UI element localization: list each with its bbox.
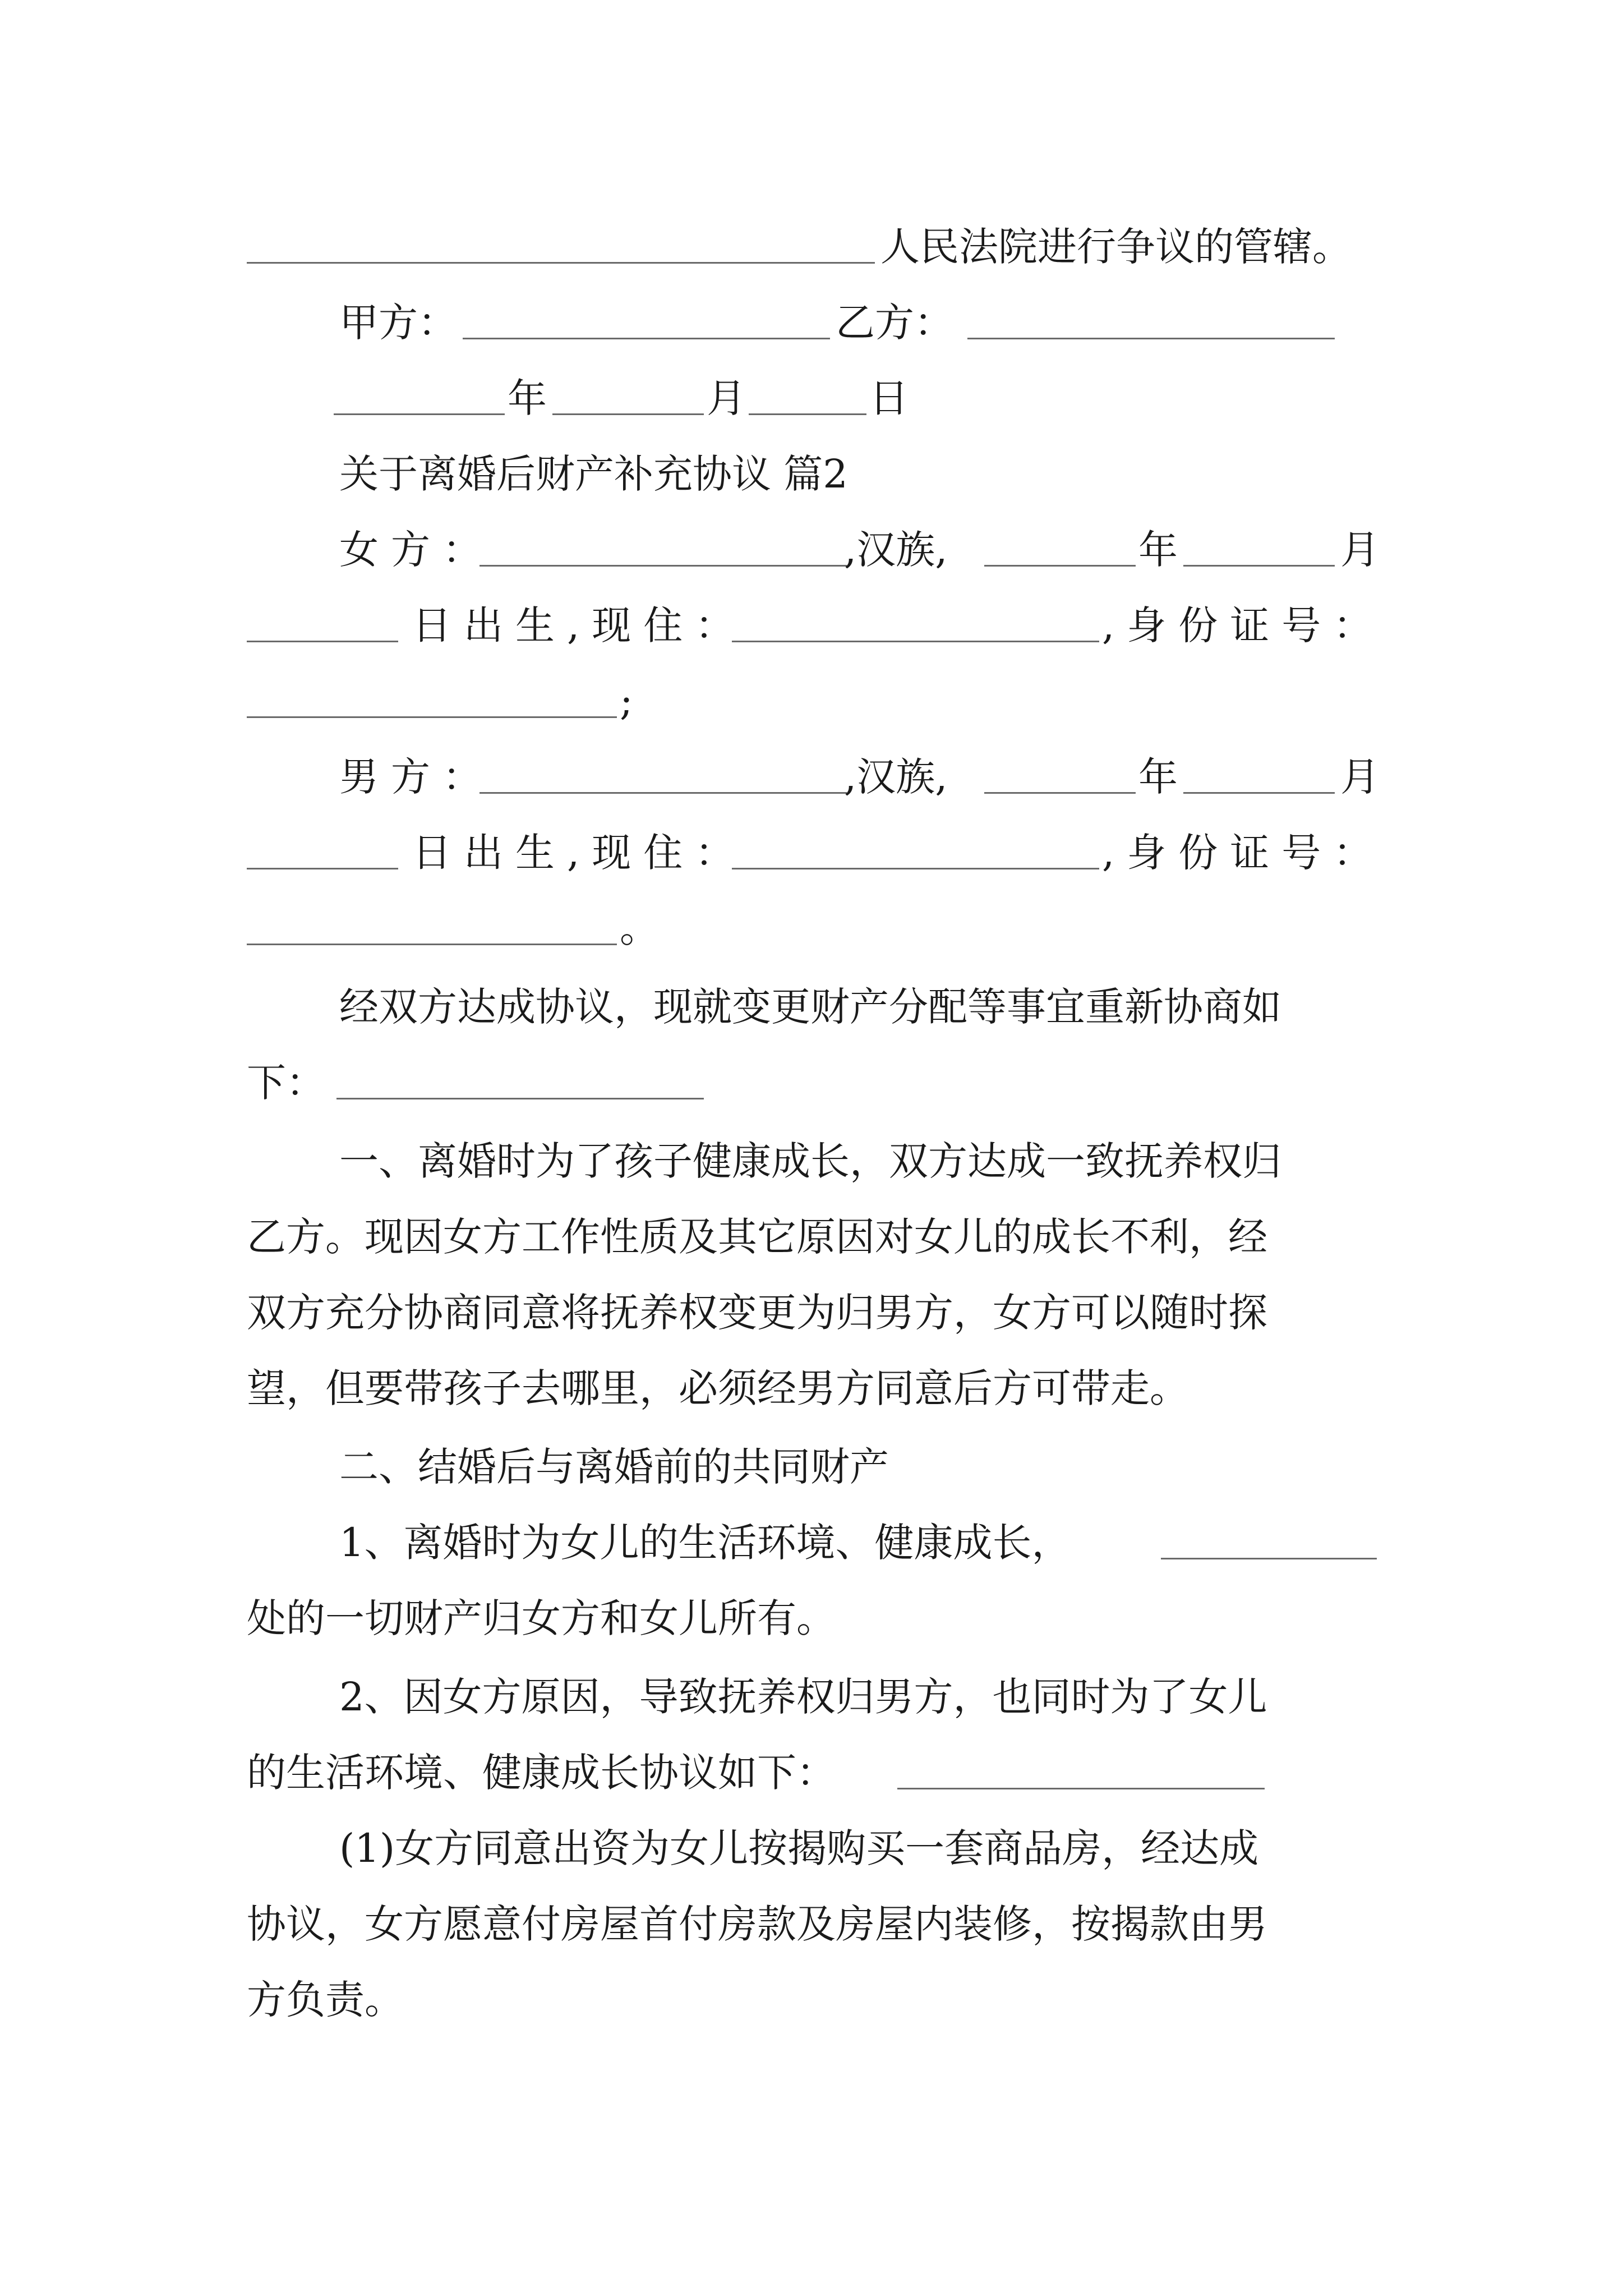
clause2-title: 二、结婚后与离婚前的共同财产 — [339, 1444, 889, 1490]
clause2-sub1-text-2: 协议，女方愿意付房屋首付房款及房屋内装修，按揭款由男 — [247, 1901, 1267, 1947]
female-label: 女方： — [339, 527, 494, 573]
date-year-blank — [334, 413, 505, 415]
female-year: 年 — [1138, 527, 1178, 573]
court-line — [0, 222, 1623, 272]
female-address-blank — [732, 641, 1099, 642]
clause2-sub1-line-3 — [0, 1975, 1623, 2025]
party-a-label: 甲方： — [339, 300, 457, 346]
clause2-item2-blank — [897, 1788, 1265, 1789]
female-id-label: ,身份证号： — [1102, 602, 1385, 648]
male-line-1 — [0, 752, 1623, 802]
party-a-blank — [463, 338, 830, 339]
clause2-title-line — [0, 1442, 1623, 1492]
clause2-sub1-text-3: 方负责。 — [247, 1977, 404, 2023]
clause2-item1-line-2 — [0, 1593, 1623, 1644]
clause2-item2-text-1: 2、因女方原因，导致抚养权归男方，也同时为了女儿 — [339, 1674, 1267, 1720]
clause2-item1-text-2: 处的一切财产归女方和女儿所有。 — [247, 1595, 836, 1641]
clause1-text-2: 乙方。现因女方工作性质及其它原因对女儿的成长不利，经 — [247, 1214, 1267, 1260]
female-born: 日出生,现住： — [412, 602, 747, 648]
clause2-sub1-line-2 — [0, 1899, 1623, 1949]
intro-line-1 — [0, 982, 1623, 1032]
intro-line-2 — [0, 1057, 1623, 1108]
female-line-3 — [0, 676, 1623, 726]
court-text: 人民法院进行争议的管辖。 — [880, 224, 1352, 270]
male-label: 男方： — [339, 754, 494, 800]
date-year: 年 — [508, 375, 547, 421]
clause1-line-4 — [0, 1363, 1623, 1414]
male-ethnicity: ,汉族, — [844, 754, 948, 800]
male-year-blank — [984, 792, 1136, 794]
clause1-line-3 — [0, 1287, 1623, 1338]
signature-line — [0, 297, 1623, 348]
male-address-blank — [732, 868, 1099, 869]
male-line-3 — [0, 903, 1623, 954]
date-month: 月 — [707, 375, 746, 421]
male-line-2 — [0, 827, 1623, 878]
male-year: 年 — [1138, 754, 1178, 800]
female-year-blank — [984, 565, 1136, 567]
date-month-blank — [552, 413, 704, 415]
male-id-blank — [247, 944, 617, 945]
male-born: 日出生,现住： — [412, 830, 747, 876]
male-month: 月 — [1340, 754, 1380, 800]
clause1-line-1 — [0, 1136, 1623, 1186]
male-id-label: ,身份证号： — [1102, 830, 1385, 876]
clause1-text-1: 一、离婚时为了孩子健康成长，双方达成一致抚养权归 — [339, 1138, 1281, 1184]
male-name-blank — [479, 792, 847, 794]
clause1-line-2 — [0, 1212, 1623, 1262]
male-end: 。 — [620, 905, 659, 951]
section-title: 关于离婚后财产补充协议 篇2 — [339, 451, 848, 497]
female-ethnicity: ,汉族, — [844, 527, 948, 573]
clause2-item2-line-1 — [0, 1672, 1623, 1722]
clause2-sub1-text-1: (1)女方同意出资为女儿按揭购买一套商品房，经达成 — [339, 1825, 1259, 1871]
section-title-line — [0, 449, 1623, 499]
clause2-item1-line-1 — [0, 1517, 1623, 1568]
date-day: 日 — [869, 375, 909, 421]
female-month: 月 — [1340, 527, 1380, 573]
intro-text-1: 经双方达成协议，现就变更财产分配等事宜重新协商如 — [339, 984, 1281, 1030]
party-b-blank — [967, 338, 1335, 339]
female-day-blank — [247, 641, 398, 642]
intro-blank — [336, 1098, 704, 1099]
female-line-1 — [0, 524, 1623, 575]
female-month-blank — [1183, 565, 1335, 567]
clause1-text-3: 双方充分协商同意将抚养权变更为归男方，女方可以随时探 — [247, 1290, 1267, 1336]
clause2-item2-text-2: 的生活环境、健康成长协议如下： — [247, 1750, 836, 1796]
female-end: ; — [620, 678, 633, 724]
clause2-sub1-line-1 — [0, 1823, 1623, 1874]
clause1-text-4: 望，但要带孩子去哪里，必须经男方同意后方可带走。 — [247, 1365, 1189, 1411]
clause2-item2-line-2 — [0, 1747, 1623, 1798]
party-b-label: 乙方： — [836, 300, 953, 346]
male-day-blank — [247, 868, 398, 869]
intro-text-2: 下： — [247, 1060, 325, 1106]
clause2-item1-text-1: 1、离婚时为女儿的生活环境、健康成长， — [339, 1520, 1071, 1566]
clause2-item1-blank — [1161, 1558, 1377, 1559]
date-line — [0, 373, 1623, 424]
date-day-blank — [749, 413, 866, 415]
female-line-2 — [0, 600, 1623, 651]
court-blank — [247, 262, 875, 264]
female-id-blank — [247, 716, 617, 718]
female-name-blank — [479, 565, 847, 567]
male-month-blank — [1183, 792, 1335, 794]
